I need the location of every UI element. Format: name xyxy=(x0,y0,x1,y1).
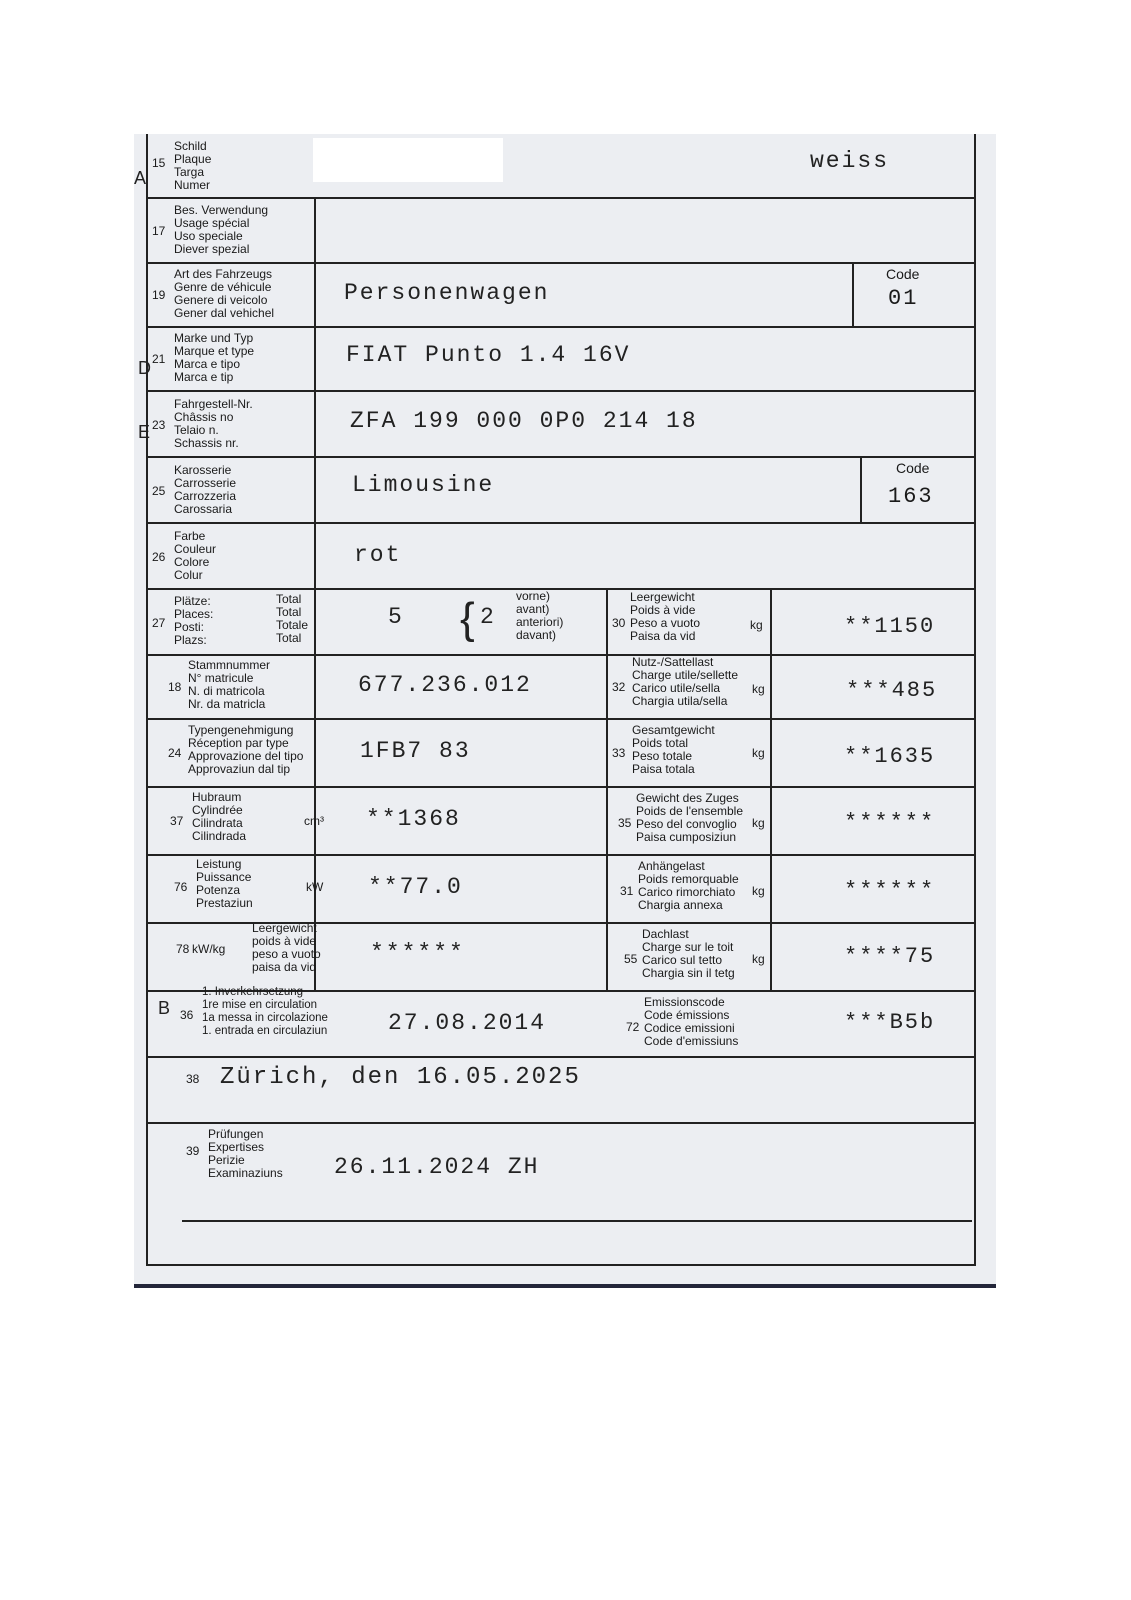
bottom-border xyxy=(182,1220,972,1222)
row-divider xyxy=(148,262,974,264)
displacement-value: **1368 xyxy=(366,806,461,832)
field-number: 55 xyxy=(624,952,638,966)
place-date-value: Zürich, den 16.05.2025 xyxy=(220,1064,581,1091)
field-number: 30 xyxy=(612,616,626,630)
row-divider xyxy=(148,1122,974,1124)
code-label: Code xyxy=(886,266,920,282)
field-number: 25 xyxy=(152,484,166,498)
field-number: 33 xyxy=(612,746,626,760)
field-number: 15 xyxy=(152,156,166,170)
row-divider xyxy=(148,326,974,328)
color-label: Farbe Couleur Colore Colur xyxy=(174,529,217,582)
first-registration-label: 1. Inverkehrsetzung 1re mise en circulation 1a messa in circolazione 1. entrada en circulaziun xyxy=(202,986,328,1037)
chassis-number-value: ZFA 199 000 0P0 214 18 xyxy=(350,408,698,434)
towing-load-value: ****** xyxy=(844,878,936,903)
roof-load-label: Dachlast Charge sur le toit Carico sul tetto Chargia sin il tetg xyxy=(642,927,735,980)
row-divider xyxy=(148,456,974,458)
inspections-label: Prüfungen Expertises Perizie Examinaziuns xyxy=(208,1127,283,1180)
type-approval-label: Typengenehmigung Réception par type Approvazione del tipo Approvaziun dal tip xyxy=(188,723,304,776)
row-divider xyxy=(148,197,974,199)
displacement-label: Hubraum Cylindrée Cilindrata Cilindrada xyxy=(192,790,247,843)
field-number: 37 xyxy=(170,814,184,828)
row-divider xyxy=(148,522,974,524)
row-divider xyxy=(148,654,974,656)
first-registration-value: 27.08.2014 xyxy=(388,1010,547,1036)
unit-kg: kg xyxy=(752,884,765,898)
empty-weight-value: **1150 xyxy=(844,614,936,639)
field-number: 38 xyxy=(186,1072,200,1086)
master-number-label: Stammnummer N° matricule N. di matricola Nr. da matricla xyxy=(188,658,271,711)
seats-total-label: Total Total Totale Total xyxy=(276,592,309,645)
unit-kg: kg xyxy=(750,618,763,632)
vehicle-kind-code: 01 xyxy=(888,286,919,311)
plate-number-redaction xyxy=(313,138,503,182)
field-number: 76 xyxy=(174,880,188,894)
total-weight-value: **1635 xyxy=(844,744,936,769)
field-number: 31 xyxy=(620,884,634,898)
vehicle-kind-label: Art des Fahrzeugs Genre de véhicule Genere di veicolo Gener dal vehichel xyxy=(174,267,275,320)
row-divider xyxy=(148,718,974,720)
unit-cm3: cm³ xyxy=(304,814,324,828)
field-number: 24 xyxy=(168,746,182,760)
field-number: 35 xyxy=(618,816,632,830)
right-column-divider xyxy=(770,588,772,990)
empty-weight-label: Leergewicht Poids à vide Peso a vuoto Paisa da vid xyxy=(630,590,701,643)
margin-letter-d: D xyxy=(138,358,151,378)
code-label: Code xyxy=(896,460,930,476)
vehicle-form xyxy=(146,134,976,1266)
field-number: 78 xyxy=(176,942,190,956)
roof-load-value: ****75 xyxy=(844,944,936,969)
field-number: 36 xyxy=(180,1008,194,1022)
master-number-value: 677.236.012 xyxy=(358,672,532,698)
field-number: 17 xyxy=(152,224,166,238)
power-weight-label: Leergewicht poids à vide peso a vuoto paisa da vid xyxy=(252,921,321,974)
field-number: 18 xyxy=(168,680,182,694)
power-weight-unit: kW/kg xyxy=(192,942,226,956)
color-value: rot xyxy=(354,542,402,568)
code-divider xyxy=(852,262,854,326)
body-label: Karosserie Carrosserie Carrozzeria Carossaria xyxy=(174,463,237,516)
type-approval-value: 1FB7 83 xyxy=(360,738,471,764)
row-divider xyxy=(148,1056,974,1058)
registration-document xyxy=(134,134,996,1288)
unit-kg: kg xyxy=(752,816,765,830)
unit-kg: kg xyxy=(752,746,765,760)
row-divider xyxy=(148,786,974,788)
brace-symbol: { xyxy=(460,594,475,643)
towing-load-label: Anhängelast Poids remorquable Carico rimorchiato Chargia annexa xyxy=(638,859,739,912)
margin-letter-a: A xyxy=(134,168,147,188)
seats-label: Plätze: Places: Posti: Plazs: xyxy=(174,594,214,647)
make-type-label: Marke und Typ Marque et type Marca e tipo Marca e tip xyxy=(174,331,255,384)
row-divider xyxy=(148,854,974,856)
plate-label: Schild Plaque Targa Numer xyxy=(174,139,212,192)
unit-kg: kg xyxy=(752,682,765,696)
field-number: 39 xyxy=(186,1144,200,1158)
unit-kw: kW xyxy=(306,880,324,894)
power-value: **77.0 xyxy=(368,874,463,900)
field-number: 26 xyxy=(152,550,166,564)
margin-letter-e: E xyxy=(138,422,151,442)
front-seats-label: vorne) avant) anteriori) davant) xyxy=(516,589,564,642)
field-number: 72 xyxy=(626,1020,640,1034)
front-seats-value: 2 xyxy=(480,604,496,630)
field-number: 21 xyxy=(152,352,166,366)
body-code: 163 xyxy=(888,484,934,509)
total-weight-label: Gesamtgewicht Poids total Peso totale Paisa totala xyxy=(632,723,715,776)
margin-letter-b: B xyxy=(158,998,171,1018)
vehicle-kind-value: Personenwagen xyxy=(344,280,550,306)
seats-total-value: 5 xyxy=(388,604,404,630)
field-number: 23 xyxy=(152,418,166,432)
emission-code-value: ***B5b xyxy=(844,1010,936,1035)
payload-value: ***485 xyxy=(846,678,938,703)
power-label: Leistung Puissance Potenza Prestaziun xyxy=(196,857,253,910)
field-number: 27 xyxy=(152,616,166,630)
special-usage-label: Bes. Verwendung Usage spécial Uso speciale Diever spezial xyxy=(174,203,269,256)
plate-color-value: weiss xyxy=(810,148,890,174)
middle-column-divider xyxy=(606,588,608,990)
unit-kg: kg xyxy=(752,952,765,966)
label-column-divider xyxy=(314,197,316,990)
payload-label: Nutz-/Sattellast Charge utile/sellette Carico utile/sella Chargia utila/sella xyxy=(632,655,739,708)
chassis-label: Fahrgestell-Nr. Châssis no Telaio n. Schassis nr. xyxy=(174,397,253,450)
row-divider xyxy=(148,390,974,392)
make-type-value: FIAT Punto 1.4 16V xyxy=(346,342,631,368)
code-divider xyxy=(860,456,862,522)
body-value: Limousine xyxy=(352,472,495,498)
power-weight-value: ****** xyxy=(370,940,465,966)
train-weight-value: ****** xyxy=(844,810,936,835)
emission-code-label: Emissionscode Code émissions Codice emissioni Code d'emissiuns xyxy=(644,995,739,1048)
train-weight-label: Gewicht des Zuges Poids de l'ensemble Peso del convoglio Paisa cumposiziun xyxy=(636,791,744,844)
field-number: 32 xyxy=(612,680,626,694)
field-number: 19 xyxy=(152,288,166,302)
inspection-value: 26.11.2024 ZH xyxy=(334,1154,540,1180)
